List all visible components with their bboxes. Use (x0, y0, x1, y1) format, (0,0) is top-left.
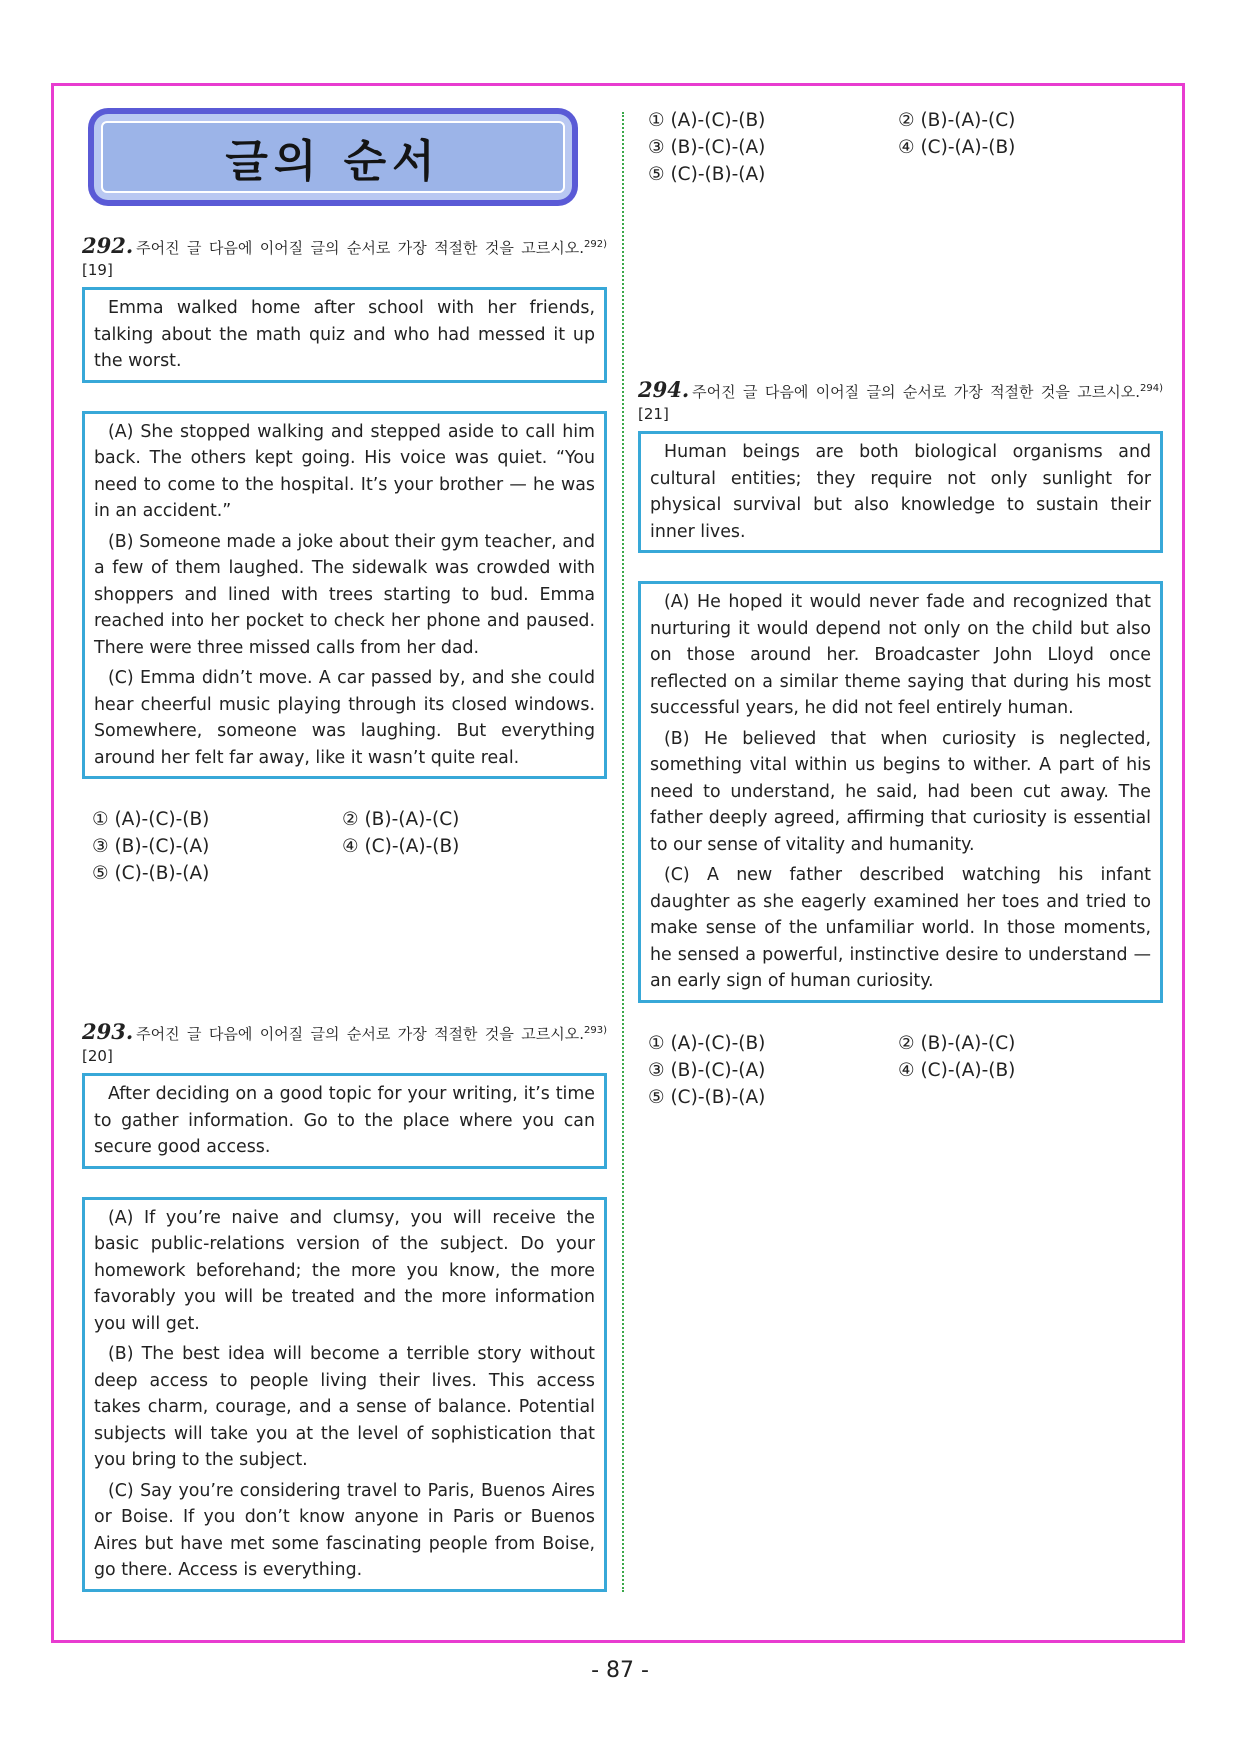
passage-a: (A) She stopped walking and stepped aside to call him back. The others kept going. His voice was quiet. “You need to come to the hospital. It’s your brother — he was in an accident.” (94, 421, 595, 521)
question-prompt: 주어진 글 다음에 이어질 글의 순서로 가장 적절한 것을 고르시오. (136, 239, 584, 257)
answer-options-293 (638, 108, 1163, 187)
option-5[interactable]: ⑤ (C)-(B)-(A) (648, 164, 766, 185)
question-header (82, 234, 607, 281)
footnote-mark: 292) (584, 239, 607, 250)
question-prompt: 주어진 글 다음에 이어질 글의 순서로 가장 적절한 것을 고르시오. (136, 1025, 584, 1043)
question-number: 294. (638, 377, 690, 402)
footnote-mark: 294) (1140, 383, 1163, 394)
option-4[interactable]: ④ (C)-(A)-(B) (898, 137, 1016, 158)
footnote-mark: 293) (584, 1025, 607, 1036)
answer-options (82, 807, 607, 886)
question-294 (638, 378, 1163, 1110)
question-number: 292. (82, 233, 134, 258)
given-text: After deciding on a good topic for your writing, it’s time to gather information. Go to the place where you can secure good access. (94, 1084, 595, 1157)
section-title: 글의 순서 (225, 136, 441, 187)
passage-b: (B) The best idea will become a terrible story without deep access to people living their lives. This access takes charm, courage, and a sense of balance. Potential subjects will take you at the level of sophistication that you bring to the subject. (94, 1344, 595, 1470)
page-number: - 87 - (591, 1658, 649, 1683)
given-text: Human beings are both biological organisms and cultural entities; they require not only sunlight for physical survival but also knowledge to sustain their inner lives. (650, 442, 1151, 542)
option-2[interactable]: ② (B)-(A)-(C) (898, 1032, 1016, 1054)
option-5[interactable]: ⑤ (C)-(B)-(A) (648, 1086, 766, 1108)
passages-box (82, 1197, 607, 1592)
option-1[interactable]: ① (A)-(C)-(B) (648, 1032, 766, 1054)
option-3[interactable]: ③ (B)-(C)-(A) (92, 836, 210, 857)
passages-box (82, 411, 607, 780)
passage-b: (B) Someone made a joke about their gym teacher, and a few of them laughed. The sidewalk was crowded with shoppers and lined with trees starting to bud. Emma reached into her pocket to check her phone and paused. There were three missed calls from her dad. (94, 531, 595, 658)
passage-b: (B) He believed that when curiosity is neglected, something vital within us begins to wither. A part of his need to understand, he said, had been cut away. The father deeply agreed, affirming that curiosity is essential to our sense of vitality and humanity. (650, 728, 1151, 855)
question-header (638, 378, 1163, 425)
question-prompt: 주어진 글 다음에 이어질 글의 순서로 가장 적절한 것을 고르시오. (692, 383, 1140, 401)
passage-a: (A) If you’re naive and clumsy, you will receive the basic public-relations version of the subject. Do your homework beforehand; the more you know, the more favorably you will be treated and the more information you will get. (94, 1207, 595, 1334)
option-4[interactable]: ④ (C)-(A)-(B) (342, 836, 460, 857)
given-text-box (82, 1073, 607, 1169)
option-3[interactable]: ③ (B)-(C)-(A) (648, 1059, 766, 1081)
option-1[interactable]: ① (A)-(C)-(B) (92, 809, 210, 830)
given-text-box (638, 431, 1163, 553)
question-293 (82, 1020, 607, 1592)
option-5[interactable]: ⑤ (C)-(B)-(A) (92, 863, 210, 884)
given-text: Emma walked home after school with her friends, talking about the math quiz and who had messed it up the worst. (94, 298, 595, 371)
given-text-box (82, 287, 607, 383)
question-292 (82, 234, 607, 886)
question-tag: [21] (638, 405, 669, 423)
passage-c: (C) Say you’re considering travel to Paris, Buenos Aires or Boise. If you don’t know anyone in Paris or Buenos Aires but have met some fascinating people from Boise, go there. Access is everything. (94, 1480, 595, 1580)
passages-box (638, 581, 1163, 1003)
option-2[interactable]: ② (B)-(A)-(C) (898, 110, 1016, 131)
left-column (82, 108, 607, 1580)
passage-c: (C) Emma didn’t move. A car passed by, and she could hear cheerful music playing through its closed windows. Somewhere, someone was laughing. But everything around her felt far away, like it wasn’t quite real. (94, 668, 595, 768)
question-tag: [20] (82, 1047, 113, 1065)
passage-a: (A) He hoped it would never fade and recognized that nurturing it would depend not only on the child but also on those around her. Broadcaster John Lloyd once reflected on a similar theme saying that during his most successful years, he did not feel entirely human. (650, 592, 1151, 718)
option-1[interactable]: ① (A)-(C)-(B) (648, 110, 766, 131)
option-4[interactable]: ④ (C)-(A)-(B) (898, 1059, 1016, 1081)
right-column (638, 108, 1163, 1108)
question-header (82, 1020, 607, 1067)
passage-c: (C) A new father described watching his infant daughter as she eagerly examined her toes and tried to make sense of the unfamiliar world. In those moments, he sensed a powerful, instinctive desire to understand — an early sign of human curiosity. (650, 865, 1151, 991)
question-number: 293. (82, 1019, 134, 1044)
question-tag: [19] (82, 261, 113, 279)
column-divider (622, 112, 624, 1592)
section-title-banner (88, 108, 578, 206)
option-2[interactable]: ② (B)-(A)-(C) (342, 809, 460, 830)
answer-options (638, 1031, 1163, 1110)
option-3[interactable]: ③ (B)-(C)-(A) (648, 137, 766, 158)
